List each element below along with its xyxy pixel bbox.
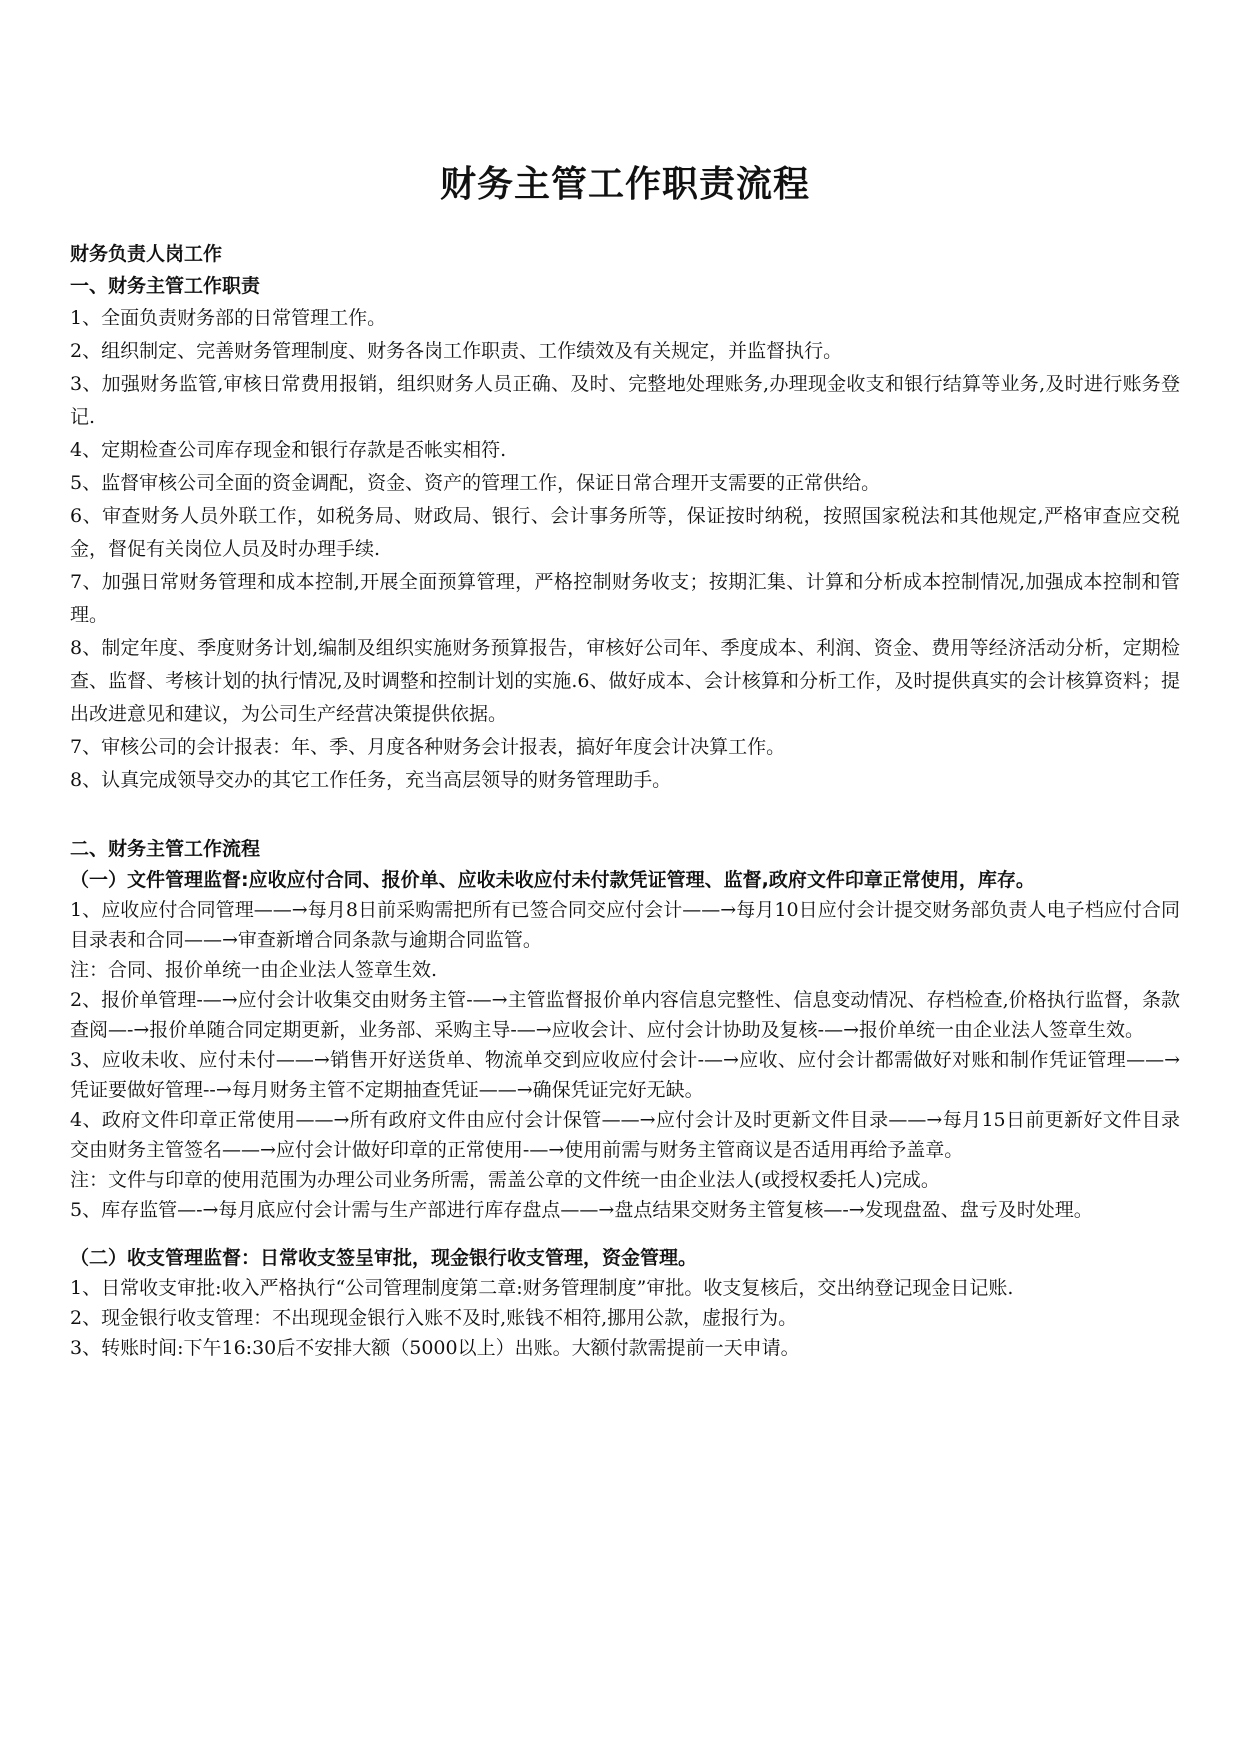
duty-item: 7、审核公司的会计报表：年、季、月度各种财务会计报表，搞好年度会计决算工作。 — [70, 736, 786, 758]
duty-item: 8、制定年度、季度财务计划,编制及组织实施财务预算报告，审核好公司年、季度成本、利润、资金、费用等经济活动分析，定期检查、监督、考核计划的执行情况,及时调整和控制计划的实施.6、做好成本、会计核算和分析工作，及时提供真实的会计核算资料；提出改进意见和建议，为公司生产经营决策提供依据。 — [70, 637, 1180, 725]
section-spacer — [70, 797, 1180, 833]
process-item: 3、应收未收、应付未付——→销售开好送货单、物流单交到应收应付会计-—→应收、应付会计都需做好对账和制作凭证管理——→凭证要做好管理--→每月财务主管不定期抽查凭证——→确保凭证完好无缺。 — [70, 1049, 1180, 1101]
document-title: 财务主管工作职责流程 — [439, 163, 810, 205]
process-item: 3、转账时间:下午16:30后不安排大额（5000以上）出账。大额付款需提前一天申请。 — [70, 1337, 800, 1359]
position-heading: 财务负责人岗工作 — [70, 243, 223, 265]
duty-item: 8、认真完成领导交办的其它工作任务，充当高层领导的财务管理助手。 — [70, 769, 672, 791]
section-duties-heading: 一、财务主管工作职责 — [70, 275, 261, 297]
document-page — [70, 0, 1180, 1363]
process-part-cashflow-heading: （二）收支管理监督：日常收支签呈审批，现金银行收支管理，资金管理。 — [70, 1247, 698, 1269]
duty-item: 6、审查财务人员外联工作，如税务局、财政局、银行、会计事务所等，保证按时纳税，按照国家税法和其他规定,严格审查应交税金，督促有关岗位人员及时办理手续. — [70, 505, 1180, 560]
duty-item: 4、定期检查公司库存现金和银行存款是否帐实相符. — [70, 439, 507, 461]
process-part-documents — [70, 865, 1180, 1225]
duty-item: 1、全面负责财务部的日常管理工作。 — [70, 307, 387, 329]
section-process — [70, 833, 1180, 1363]
duty-item: 5、监督审核公司全面的资金调配，资金、资产的管理工作，保证日常合理开支需要的正常供给。 — [70, 472, 881, 494]
section-duties — [70, 270, 1180, 797]
process-part-cashflow — [70, 1243, 1180, 1363]
process-item: 4、政府文件印章正常使用——→所有政府文件由应付会计保管——→应付会计及时更新文件目录——→每月15日前更新好文件目录交由财务主管签名——→应付会计做好印章的正常使用-—→使用前需与财务主管商议是否适用再给予盖章。 — [70, 1109, 1180, 1161]
process-item: 1、日常收支审批:收入严格执行“公司管理制度第二章:财务管理制度”审批。收支复核后，交出纳登记现金日记账. — [70, 1277, 1014, 1299]
part-spacer — [70, 1225, 1180, 1243]
duty-item: 7、加强日常财务管理和成本控制,开展全面预算管理，严格控制财务收支；按期汇集、计算和分析成本控制情况,加强成本控制和管理。 — [70, 571, 1180, 626]
process-part-documents-heading: （一）文件管理监督:应收应付合同、报价单、应收未收应付未付款凭证管理、监督,政府文件印章正常使用，库存。 — [70, 869, 1035, 891]
process-item: 2、现金银行收支管理：不出现现金银行入账不及时,账钱不相符,挪用公款，虚报行为。 — [70, 1307, 798, 1329]
process-note: 注：文件与印章的使用范围为办理公司业务所需，需盖公章的文件统一由企业法人(或授权委托人)完成。 — [70, 1169, 940, 1191]
process-note: 注：合同、报价单统一由企业法人签章生效. — [70, 959, 438, 981]
duty-item: 2、组织制定、完善财务管理制度、财务各岗工作职责、工作绩效及有关规定，并监督执行。 — [70, 340, 843, 362]
process-item: 1、应收应付合同管理——→每月8日前采购需把所有已签合同交应付会计——→每月10日应付会计提交财务部负责人电子档应付合同目录表和合同——→审查新增合同条款与逾期合同监管。 — [70, 899, 1180, 951]
process-item: 2、报价单管理-—→应付会计收集交由财务主管-—→主管监督报价单内容信息完整性、信息变动情况、存档检查,价格执行监督，条款查阅—-→报价单随合同定期更新，业务部、采购主导-—→应收会计、应付会计协助及复核-—→报价单统一由企业法人签章生效。 — [70, 989, 1180, 1041]
process-item: 5、库存监管—-→每月底应付会计需与生产部进行库存盘点——→盘点结果交财务主管复核—-→发现盘盈、盘亏及时处理。 — [70, 1199, 1093, 1221]
duty-item: 3、加强财务监管,审核日常费用报销，组织财务人员正确、及时、完整地处理账务,办理现金收支和银行结算等业务,及时进行账务登记. — [70, 373, 1180, 428]
section-process-heading: 二、财务主管工作流程 — [70, 838, 261, 860]
